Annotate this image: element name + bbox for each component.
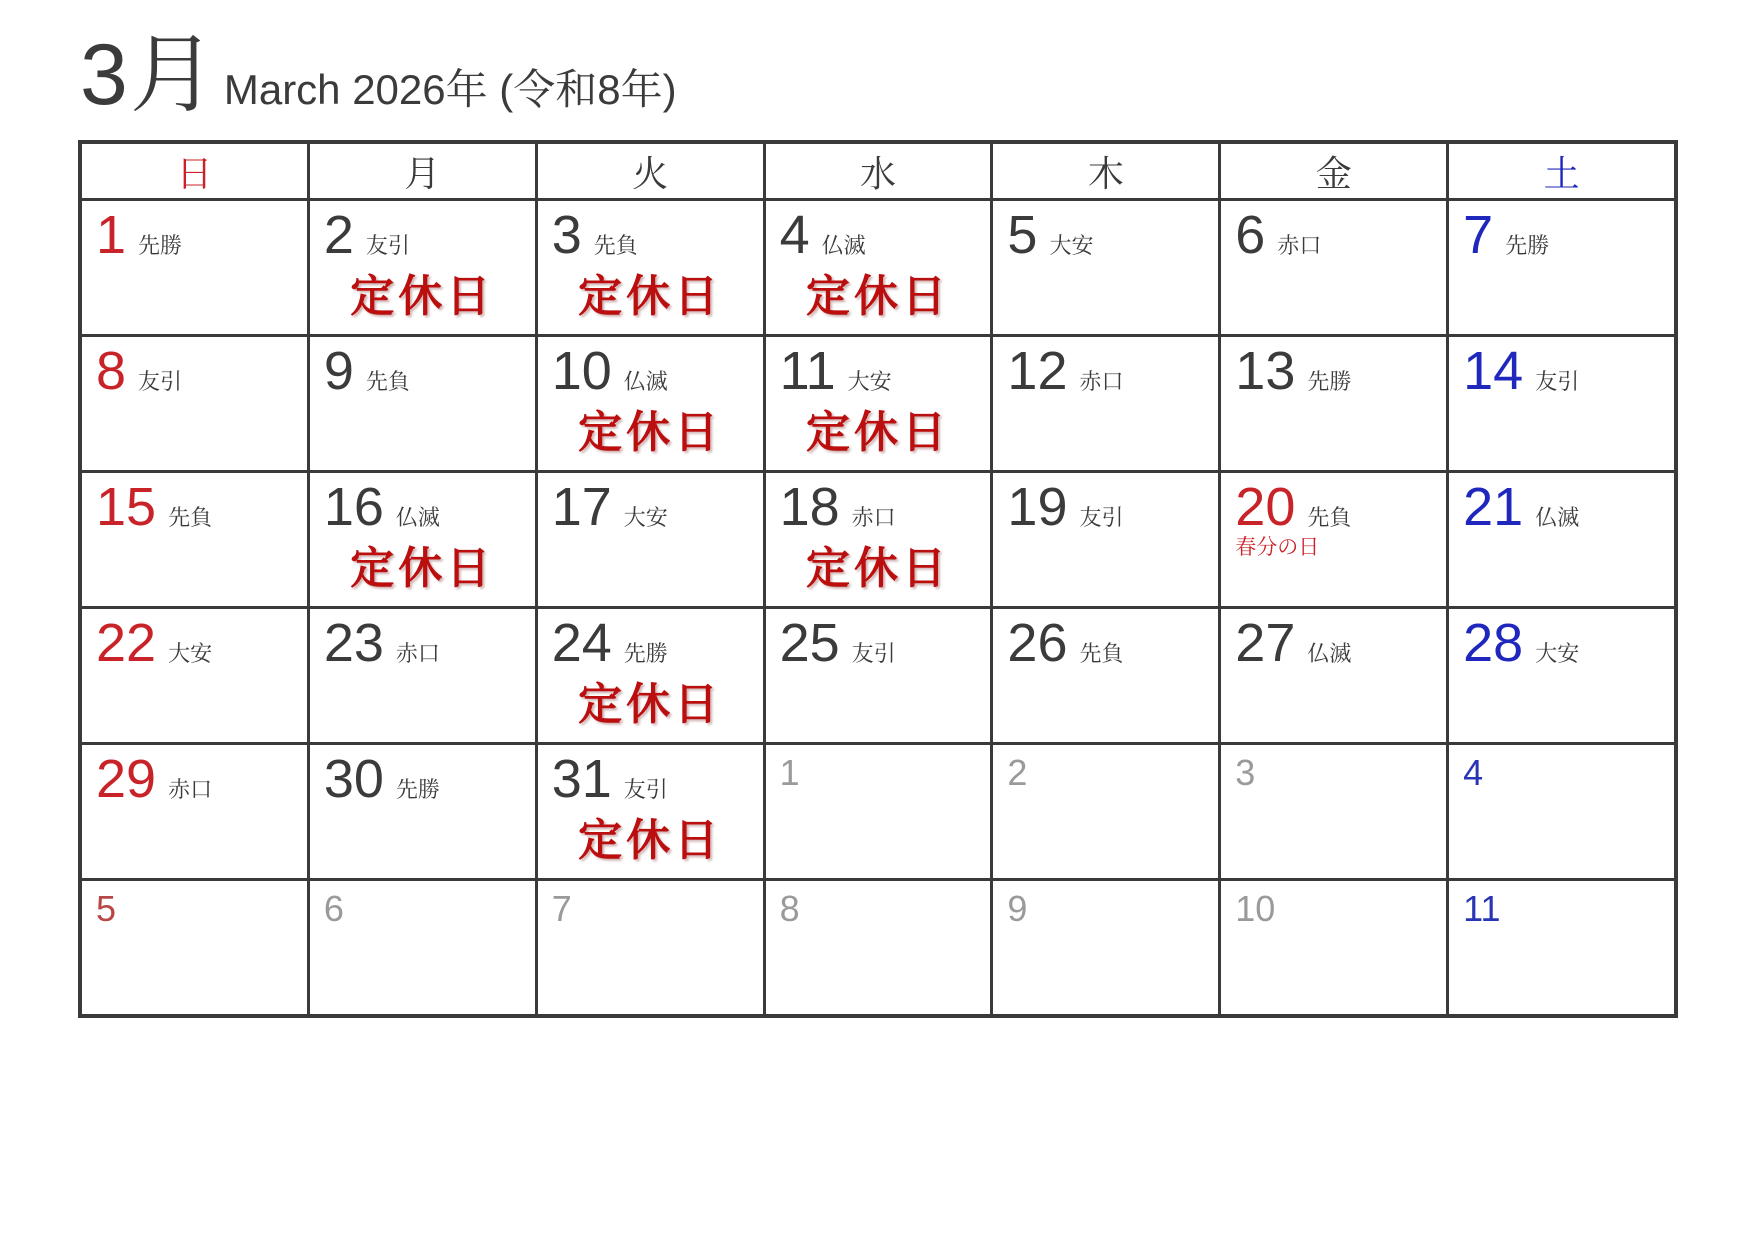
rokuyo-label: 先負 bbox=[365, 369, 410, 394]
day-cell bbox=[1221, 473, 1446, 606]
day-cell bbox=[310, 745, 535, 878]
day-cell-header bbox=[538, 473, 763, 536]
rokuyo-label: 赤口 bbox=[168, 777, 213, 802]
day-cell-header bbox=[766, 745, 991, 794]
day-number: 6 bbox=[1235, 205, 1266, 265]
day-cell-header bbox=[1449, 337, 1674, 400]
day-cell-header bbox=[1449, 609, 1674, 672]
day-number: 13 bbox=[1235, 341, 1296, 401]
day-cell-header bbox=[82, 881, 307, 930]
rokuyo-label: 先勝 bbox=[1307, 369, 1352, 394]
day-number: 21 bbox=[1463, 477, 1524, 537]
day-cell bbox=[1221, 881, 1446, 1014]
day-cell-header bbox=[310, 337, 535, 400]
rokuyo-label: 友引 bbox=[623, 777, 668, 802]
closed-day-label: 定休日 bbox=[350, 271, 495, 322]
day-cell bbox=[993, 201, 1218, 334]
day-cell bbox=[1221, 609, 1446, 742]
national-holiday-label: 春分の日 bbox=[1235, 535, 1320, 559]
day-number: 1 bbox=[779, 752, 800, 793]
day-number: 30 bbox=[323, 749, 384, 809]
rokuyo-label: 仏滅 bbox=[1307, 641, 1352, 666]
day-cell bbox=[310, 881, 535, 1014]
day-cell bbox=[538, 473, 763, 606]
day-number: 17 bbox=[551, 477, 612, 537]
rokuyo-label: 先負 bbox=[1079, 641, 1124, 666]
title-month: 3月 bbox=[80, 27, 218, 123]
day-cell-header bbox=[766, 473, 991, 536]
day-cell bbox=[310, 473, 535, 606]
closed-day-label: 定休日 bbox=[805, 271, 950, 322]
day-cell bbox=[538, 881, 763, 1014]
day-cell-header bbox=[538, 201, 763, 264]
day-cell bbox=[1449, 473, 1674, 606]
rokuyo-label: 仏滅 bbox=[623, 369, 668, 394]
rokuyo-label: 先勝 bbox=[138, 233, 183, 258]
rokuyo-label: 先勝 bbox=[395, 777, 440, 802]
rokuyo-label: 先負 bbox=[168, 505, 213, 530]
title-subtitle: March 2026年 (令和8年) bbox=[223, 66, 677, 113]
rokuyo-label: 先勝 bbox=[1505, 233, 1550, 258]
day-cell-header bbox=[1221, 337, 1446, 400]
day-cell bbox=[1221, 337, 1446, 470]
day-cell-header bbox=[766, 201, 991, 264]
rokuyo-label: 赤口 bbox=[851, 505, 896, 530]
day-cell bbox=[538, 745, 763, 878]
day-number: 25 bbox=[779, 613, 840, 673]
day-number: 7 bbox=[551, 888, 572, 929]
day-cell bbox=[993, 337, 1218, 470]
day-cell bbox=[766, 881, 991, 1014]
closed-day-label: 定休日 bbox=[578, 679, 723, 730]
day-cell-header bbox=[766, 337, 991, 400]
day-cell-header bbox=[82, 473, 307, 536]
rokuyo-label: 先負 bbox=[593, 233, 638, 258]
day-cell-header bbox=[1221, 609, 1446, 672]
rokuyo-label: 仏滅 bbox=[395, 505, 440, 530]
day-cell bbox=[766, 337, 991, 470]
day-number: 15 bbox=[96, 477, 157, 537]
day-cell-header bbox=[310, 609, 535, 672]
day-number: 9 bbox=[323, 341, 354, 401]
day-cell-header bbox=[993, 201, 1218, 264]
day-cell bbox=[538, 609, 763, 742]
rokuyo-label: 赤口 bbox=[1277, 233, 1322, 258]
day-cell-header bbox=[82, 337, 307, 400]
day-number: 4 bbox=[779, 205, 810, 265]
day-cell bbox=[1449, 337, 1674, 470]
rokuyo-label: 大安 bbox=[168, 641, 213, 666]
page-title bbox=[80, 28, 677, 123]
day-cell-header bbox=[310, 201, 535, 264]
day-cell bbox=[1221, 745, 1446, 878]
weekday-header-wednesday: 水 bbox=[766, 144, 991, 198]
day-cell bbox=[82, 201, 307, 334]
day-number: 14 bbox=[1463, 341, 1524, 401]
weekday-header-tuesday: 火 bbox=[538, 144, 763, 198]
day-number: 2 bbox=[323, 205, 354, 265]
closed-day-label: 定休日 bbox=[350, 543, 495, 594]
day-number: 11 bbox=[1463, 888, 1501, 929]
day-cell bbox=[82, 473, 307, 606]
day-cell-header bbox=[993, 881, 1218, 930]
day-cell-header bbox=[538, 881, 763, 930]
closed-day-label: 定休日 bbox=[578, 815, 723, 866]
rokuyo-label: 先勝 bbox=[623, 641, 668, 666]
day-number: 28 bbox=[1463, 613, 1524, 673]
weekday-header-sunday: 日 bbox=[82, 144, 307, 198]
day-number: 10 bbox=[1235, 888, 1276, 929]
day-cell bbox=[82, 609, 307, 742]
day-cell-header bbox=[1449, 745, 1674, 794]
day-cell-header bbox=[993, 745, 1218, 794]
rokuyo-label: 仏滅 bbox=[821, 233, 866, 258]
day-cell-header bbox=[1221, 881, 1446, 930]
day-number: 7 bbox=[1463, 205, 1494, 265]
rokuyo-label: 友引 bbox=[138, 369, 183, 394]
day-cell bbox=[1449, 881, 1674, 1014]
day-cell bbox=[82, 337, 307, 470]
rokuyo-label: 赤口 bbox=[1079, 369, 1124, 394]
day-cell-header bbox=[1221, 745, 1446, 794]
day-cell-header bbox=[766, 881, 991, 930]
day-cell bbox=[538, 201, 763, 334]
day-number: 10 bbox=[551, 341, 612, 401]
day-cell bbox=[1449, 745, 1674, 878]
day-number: 4 bbox=[1463, 752, 1484, 793]
day-number: 5 bbox=[96, 888, 117, 929]
day-number: 18 bbox=[779, 477, 840, 537]
rokuyo-label: 友引 bbox=[365, 233, 410, 258]
rokuyo-label: 友引 bbox=[851, 641, 896, 666]
rokuyo-label: 大安 bbox=[1049, 233, 1094, 258]
rokuyo-label: 大安 bbox=[1535, 641, 1580, 666]
day-cell-header bbox=[1449, 201, 1674, 264]
day-number: 31 bbox=[551, 749, 612, 809]
day-cell bbox=[82, 745, 307, 878]
day-number: 26 bbox=[1007, 613, 1068, 673]
day-number: 1 bbox=[96, 205, 127, 265]
day-cell-header bbox=[766, 609, 991, 672]
day-cell-header bbox=[538, 745, 763, 808]
day-number: 23 bbox=[323, 613, 384, 673]
day-cell bbox=[993, 473, 1218, 606]
rokuyo-label: 友引 bbox=[1079, 505, 1124, 530]
rokuyo-label: 仏滅 bbox=[1535, 505, 1580, 530]
day-cell-header bbox=[1449, 881, 1674, 930]
rokuyo-label: 大安 bbox=[847, 369, 892, 394]
day-cell bbox=[310, 201, 535, 334]
day-cell-header bbox=[82, 201, 307, 264]
day-number: 3 bbox=[1235, 752, 1256, 793]
day-cell bbox=[1449, 201, 1674, 334]
weekday-header-thursday: 木 bbox=[993, 144, 1218, 198]
closed-day-label: 定休日 bbox=[578, 407, 723, 458]
day-number: 16 bbox=[323, 477, 384, 537]
day-cell bbox=[310, 337, 535, 470]
calendar-grid bbox=[78, 140, 1678, 1018]
day-number: 8 bbox=[96, 341, 127, 401]
closed-day-label: 定休日 bbox=[578, 271, 723, 322]
day-cell-header bbox=[1221, 473, 1446, 536]
day-number: 24 bbox=[551, 613, 612, 673]
day-number: 22 bbox=[96, 613, 157, 673]
day-number: 19 bbox=[1007, 477, 1068, 537]
day-cell-header bbox=[310, 881, 535, 930]
day-cell bbox=[538, 337, 763, 470]
day-cell bbox=[1221, 201, 1446, 334]
day-cell bbox=[82, 881, 307, 1014]
day-cell bbox=[1449, 609, 1674, 742]
day-cell bbox=[766, 745, 991, 878]
closed-day-label: 定休日 bbox=[805, 407, 950, 458]
day-number: 12 bbox=[1007, 341, 1068, 401]
day-number: 11 bbox=[779, 341, 836, 401]
weekday-header-saturday: 土 bbox=[1449, 144, 1674, 198]
day-cell bbox=[993, 881, 1218, 1014]
day-cell-header bbox=[1449, 473, 1674, 536]
day-number: 27 bbox=[1235, 613, 1296, 673]
day-cell-header bbox=[993, 609, 1218, 672]
day-number: 2 bbox=[1007, 752, 1028, 793]
weekday-header-friday: 金 bbox=[1221, 144, 1446, 198]
day-number: 3 bbox=[551, 205, 582, 265]
day-cell-header bbox=[538, 609, 763, 672]
rokuyo-label: 大安 bbox=[623, 505, 668, 530]
day-cell-header bbox=[993, 473, 1218, 536]
day-cell-header bbox=[82, 609, 307, 672]
weekday-header-monday: 月 bbox=[310, 144, 535, 198]
day-number: 20 bbox=[1235, 477, 1296, 537]
day-number: 9 bbox=[1007, 888, 1028, 929]
day-cell-header bbox=[310, 473, 535, 536]
day-cell-header bbox=[993, 337, 1218, 400]
day-cell bbox=[993, 609, 1218, 742]
day-cell-header bbox=[82, 745, 307, 808]
day-number: 5 bbox=[1007, 205, 1038, 265]
day-cell-header bbox=[310, 745, 535, 808]
day-number: 6 bbox=[323, 888, 344, 929]
day-cell bbox=[993, 745, 1218, 878]
day-cell bbox=[310, 609, 535, 742]
day-cell-header bbox=[1221, 201, 1446, 264]
rokuyo-label: 友引 bbox=[1535, 369, 1580, 394]
day-cell bbox=[766, 609, 991, 742]
closed-day-label: 定休日 bbox=[805, 543, 950, 594]
day-cell-header bbox=[538, 337, 763, 400]
rokuyo-label: 先負 bbox=[1307, 505, 1352, 530]
day-cell bbox=[766, 201, 991, 334]
day-number: 8 bbox=[779, 888, 800, 929]
day-number: 29 bbox=[96, 749, 157, 809]
day-cell bbox=[766, 473, 991, 606]
rokuyo-label: 赤口 bbox=[395, 641, 440, 666]
